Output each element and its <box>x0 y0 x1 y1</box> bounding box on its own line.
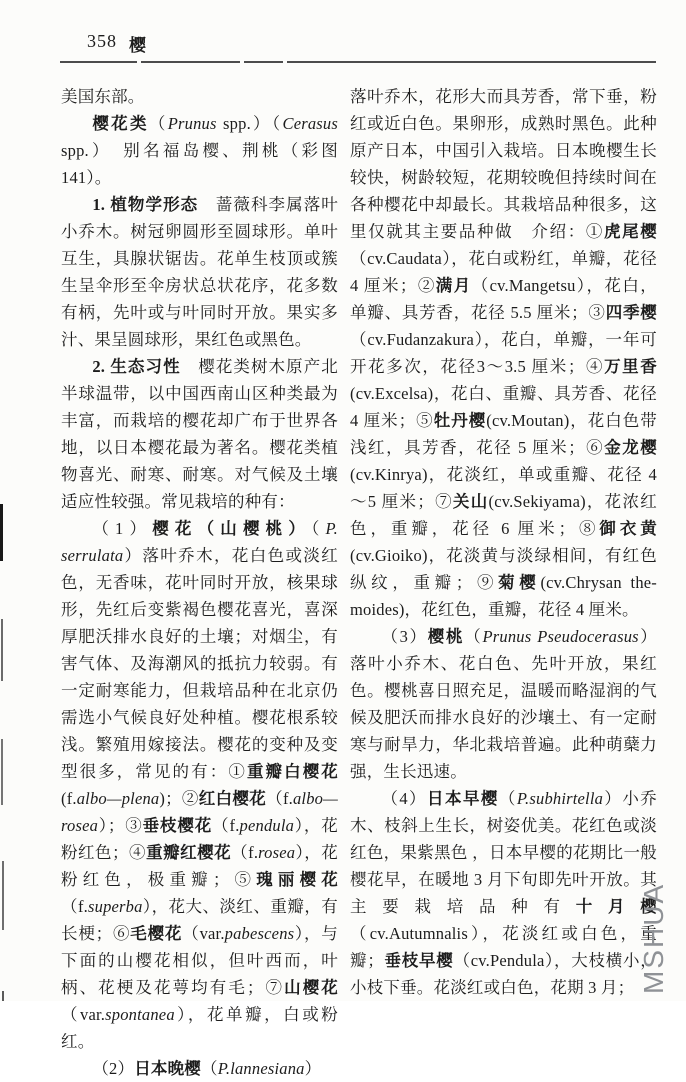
paragraph <box>61 353 338 515</box>
term-bold: 御衣黄 <box>599 519 657 538</box>
scan-artifact <box>2 991 4 1001</box>
header-rule-segment <box>60 61 137 63</box>
latin-name: superba <box>88 897 143 916</box>
term-bold: 2. 生态习性 <box>92 357 181 376</box>
body-text: ），花单瓣，白或粉红。 <box>61 1005 338 1051</box>
body-text: （cv.Fudanzakura），花白，单瓣，一年可开花多次，花径3～3.5 厘米；④ <box>350 330 657 376</box>
body-text: （ <box>311 519 326 538</box>
latin-name: pabescens <box>224 924 295 943</box>
body-text: ），花粉红色，极重瓣；⑤ <box>61 843 338 889</box>
term-bold: 满月 <box>435 276 472 295</box>
body-text: ）；③ <box>98 816 143 835</box>
column-right <box>350 83 657 1001</box>
body-text: （f. <box>212 816 240 835</box>
term-bold: 金龙樱 <box>604 438 657 457</box>
term-bold: 樱花类 <box>92 114 149 133</box>
scan-artifact <box>2 861 4 930</box>
latin-name: Cerasus <box>282 114 338 133</box>
term-bold: 四季樱 <box>605 303 657 322</box>
scan-artifact <box>1 619 3 681</box>
body-text: (cv.Kinrya)，花淡红，单或重瓣、花径 4～5 厘米；⑦ <box>350 465 657 511</box>
paragraph <box>350 785 657 1001</box>
paragraph <box>350 623 657 785</box>
term-bold: 牡丹樱 <box>433 411 487 430</box>
paragraph <box>61 110 338 191</box>
paragraph <box>61 191 338 353</box>
body-text: （ <box>464 627 483 646</box>
header-rule-segment <box>244 61 283 63</box>
body-text: 樱花类树木原产北半球温带，以中国西南山区种类最为丰富，而栽培的樱花却广布于世界各地，以日本樱花最为著名。樱花类植物喜光、耐寒、耐寒。对气候及土壤适应性较强。常见栽培的种有： <box>61 357 338 511</box>
latin-name: albo—plena <box>76 789 160 808</box>
latin-name: Prunus <box>167 114 217 133</box>
body-text: （ <box>148 114 168 133</box>
body-text: （ <box>201 1059 218 1078</box>
watermark: MSHUA <box>638 882 669 994</box>
term-bold: 重瓣红樱花 <box>146 843 232 862</box>
latin-name: P.lannesiana <box>217 1059 305 1078</box>
paragraph <box>350 83 657 623</box>
body-text: ），与下面的山樱花相似，但叶西而，叶柄、花梗及花萼均有毛；⑦ <box>61 924 338 997</box>
body-text: spp.）（ <box>216 114 283 133</box>
latin-name: spontanea <box>105 1005 175 1024</box>
body-text: （4） <box>381 789 428 808</box>
body-text: ）落叶乔木，花白色或淡红色，无香味，花叶同时开放，核果球形，先红后变紫褐色樱花喜光，喜深厚肥沃排水良好的土壤；对烟尘，有害气体、及海潮风的抵抗力较弱。有一定耐寒能力，但栽培品种在北京仍需选小气候良好处种植。樱花根系较浅。繁殖用嫁接法。樱花的变种及变型很多，常见的有：① <box>61 546 338 781</box>
body-text: （f. <box>61 897 88 916</box>
body-text: (cv.Moutan)，花白色带浅红，具芳香，花径 5 厘米；⑥ <box>350 411 657 457</box>
header-title: 樱 <box>129 36 146 55</box>
term-bold: 樱桃 <box>427 627 465 646</box>
body-text: ）小乔木、枝斜上生长，树姿优美。花红色或淡红色，果紫黑色 ，日本早樱的花期比一般樱花早，在暖地 3 月下旬即先叶开放。其主要栽培品种有 <box>350 789 657 916</box>
body-text: ），花粉红色；④ <box>61 816 338 862</box>
body-text: （ <box>498 789 517 808</box>
paragraph <box>61 515 338 1055</box>
term-bold: 1. 植物学形态 <box>92 195 199 214</box>
term-bold: 瑰丽樱花 <box>256 870 338 889</box>
body-text: (cv.Chrysan the-moides)，花红色，重瓣，花径 4 厘米。 <box>350 573 658 619</box>
body-text: )；② <box>159 789 199 808</box>
body-text: (cv.Sekiyama)，花浓红色，重瓣，花径 6 厘米；⑧ <box>350 492 657 538</box>
body-text: （cv.Autumnalis），花淡红或白色，重瓣； <box>350 924 657 970</box>
body-text: （cv.Mangetsu），花白，单瓣、具芳香，花径 5.5 厘米；③ <box>350 276 657 322</box>
scan-artifact <box>0 504 3 561</box>
term-bold: 菊樱 <box>498 573 541 592</box>
body-text: spp.） 别名福岛樱、荆桃（彩图141）。 <box>61 141 338 187</box>
paragraph <box>61 83 338 110</box>
term-bold: 虎尾樱 <box>604 222 657 241</box>
body-text: （f. <box>231 843 259 862</box>
body-text: ） <box>304 1059 322 1078</box>
term-bold: 垂枝早樱 <box>383 951 454 970</box>
body-text: （cv.Pendula），大枝横小，小枝下垂。花淡红或白色，花期 3 月； <box>350 951 657 997</box>
body-text: (cv.Gioiko)，花淡黄与淡绿相间，有红色纵纹，重瓣；⑨ <box>350 546 657 592</box>
latin-name: pendula <box>239 816 295 835</box>
latin-name: rosea <box>258 843 296 862</box>
scan-artifact <box>1 739 3 805</box>
header-rule-segment <box>287 61 656 63</box>
latin-name: P. serrulata <box>61 519 338 565</box>
term-bold: 关山 <box>452 492 489 511</box>
body-text: （f. <box>266 789 293 808</box>
body-text: （2） <box>92 1059 135 1078</box>
latin-name: albo—rosea <box>61 789 338 835</box>
body-text: 美国东部。 <box>61 87 145 106</box>
term-bold: 十月樱 <box>575 897 657 916</box>
body-text: (cv.Excelsa)，花白、重瓣、具芳香、花径 4 厘米；⑤ <box>350 384 657 430</box>
page-number: 358 <box>87 31 117 51</box>
body-text: ）落叶小乔木、花白色、先叶开放，果红色。樱桃喜日照充足，温暖而略湿润的气候及肥沃而排水良好的沙壤土、有一定耐寒与耐旱力，华北栽培普遍。此种萌蘖力强，生长迅速。 <box>350 627 658 781</box>
body-text: （3） <box>381 627 428 646</box>
body-text: 落叶乔木，花形大而具芳香，常下垂，粉红或近白色。果卵形，成熟时黑色。此种原产日本，中国引入栽培。日本晚樱生长较快，树龄较短，花期较晚但持续时间在各种樱花中却最长。其栽培品种很多，这里仅就其主要品种做 介绍：① <box>350 87 657 241</box>
term-bold: 山樱花 <box>284 978 338 997</box>
body-text: (f. <box>61 789 77 808</box>
body-text: ），花大、淡红、重瓣，有长梗；⑥ <box>61 897 338 943</box>
latin-name: Prunus Pseudocerasus <box>482 627 639 646</box>
term-bold: 毛樱花 <box>130 924 183 943</box>
term-bold: 日本晚樱 <box>134 1059 202 1078</box>
term-bold: 重瓣白樱花 <box>246 762 339 781</box>
body-text: （1） <box>92 519 153 538</box>
term-bold: 万里香 <box>604 357 657 376</box>
term-bold: 垂枝樱花 <box>142 816 213 835</box>
term-bold: 日本早樱 <box>427 789 499 808</box>
paragraph <box>61 1055 338 1082</box>
column-left <box>61 83 338 1082</box>
header-rule-segment <box>141 61 240 63</box>
body-text: （cv.Caudata），花白或粉红，单瓣，花径 4 厘米；② <box>350 249 657 295</box>
body-text: （var. <box>182 924 225 943</box>
latin-name: P.subhirtella <box>516 789 604 808</box>
body-text: 蔷薇科李属落叶小乔木。树冠卵圆形至圆球形。单叶互生，具腺状锯齿。花单生枝顶或簇生呈伞形至伞房状总状花序，花多数有柄，先叶或与叶同时开放。果实多汁、果呈圆球形，果红色或黑色。 <box>61 195 338 349</box>
term-bold: 樱花（山樱桃） <box>152 519 312 538</box>
body-text: （var. <box>61 1005 106 1024</box>
term-bold: 红白樱花 <box>198 789 267 808</box>
